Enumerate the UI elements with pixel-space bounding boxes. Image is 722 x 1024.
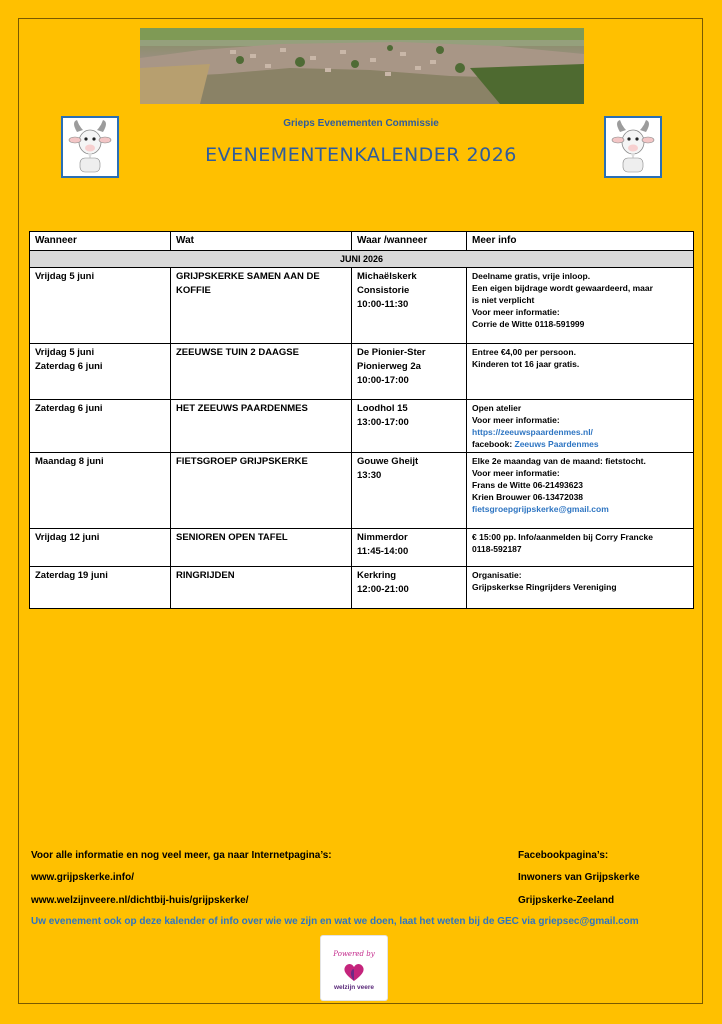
- event-time: 10:00-17:00: [357, 375, 409, 386]
- event-location: Kerkring: [357, 570, 397, 581]
- info-line: Entree €4,00 per persoon.: [472, 347, 576, 357]
- table-row: [30, 400, 694, 453]
- event-when: [30, 529, 171, 567]
- info-line: Een eigen bijdrage wordt gewaardeerd, maar: [472, 283, 653, 293]
- event-info: [467, 400, 694, 453]
- facebook-title: Facebookpagina’s:: [518, 850, 609, 861]
- month-row: [30, 251, 694, 268]
- table-row: [30, 453, 694, 529]
- event-date: Zaterdag 6 juni: [35, 361, 103, 372]
- table-header-row: [30, 232, 694, 251]
- facebook-label: facebook:: [472, 439, 515, 449]
- info-line: Voor meer informatie:: [472, 415, 560, 425]
- info-line: Deelname gratis, vrije inloop.: [472, 271, 591, 281]
- event-info: [467, 567, 694, 609]
- event-info: [467, 453, 694, 529]
- event-location: Gouwe Gheijt: [357, 456, 419, 467]
- info-intro: Voor alle informatie en nog veel meer, ga naar Internetpagina’s:: [31, 850, 332, 861]
- facebook-page-inwoners[interactable]: Inwoners van Grijpskerke: [518, 872, 640, 883]
- month-label: JUNI 2026: [30, 251, 694, 268]
- event-location: Nimmerdor: [357, 532, 408, 543]
- event-where: [352, 453, 467, 529]
- event-when: [30, 268, 171, 344]
- heart-logo-icon: [343, 962, 365, 982]
- column-header-what: Wat: [171, 232, 352, 251]
- info-line: Krien Brouwer 06-13472038: [472, 492, 584, 502]
- event-when: [30, 400, 171, 453]
- table-row: [30, 529, 694, 567]
- organization-name: Grieps Evenementen Commissie: [283, 118, 439, 129]
- info-line: Organisatie:: [472, 570, 522, 580]
- info-line: Elke 2e maandag van de maand: fietstocht.: [472, 456, 646, 466]
- column-header-info: Meer info: [467, 232, 694, 251]
- info-line: 0118-592187: [472, 544, 522, 554]
- event-what: GRIJPSKERKE SAMEN AAN DE KOFFIE: [171, 268, 352, 344]
- info-line: € 15:00 pp. Info/aanmelden bij Corry Francke: [472, 532, 653, 542]
- info-line: is niet verplicht: [472, 295, 535, 305]
- event-location: Pionierweg 2a: [357, 361, 421, 372]
- powered-by-text: Powered by: [333, 950, 375, 958]
- event-info: [467, 268, 694, 344]
- event-location: De Pionier-Ster: [357, 347, 426, 358]
- event-time: 12:00-21:00: [357, 584, 409, 595]
- website-link-welzijnveere[interactable]: www.welzijnveere.nl/dichtbij-huis/grijpskerke/: [31, 895, 249, 906]
- info-line: Frans de Witte 06-21493623: [472, 480, 583, 490]
- info-line: Grijpskerkse Ringrijders Vereniging: [472, 582, 617, 592]
- event-date: Vrijdag 5 juni: [35, 347, 95, 358]
- event-time: 13:00-17:00: [357, 417, 409, 428]
- event-date: Zaterdag 6 juni: [35, 403, 103, 414]
- info-line: Corrie de Witte 0118-591999: [472, 319, 585, 329]
- event-date: Vrijdag 5 juni: [35, 271, 95, 282]
- page-title: EVENEMENTENKALENDER 2026: [205, 144, 517, 166]
- village-aerial-photo: [140, 28, 584, 104]
- event-what: HET ZEEUWS PAARDENMES: [171, 400, 352, 453]
- info-line: Voor meer informatie:: [472, 307, 560, 317]
- event-time: 10:00-11:30: [357, 299, 409, 310]
- event-where: [352, 268, 467, 344]
- event-info: [467, 529, 694, 567]
- event-when: [30, 344, 171, 400]
- column-header-when: Wanneer: [30, 232, 171, 251]
- info-line: Open atelier: [472, 403, 522, 413]
- event-where: [352, 529, 467, 567]
- event-what: FIETSGROEP GRIJPSKERKE: [171, 453, 352, 529]
- event-location: Michaëlskerk: [357, 271, 417, 282]
- event-when: [30, 567, 171, 609]
- event-date: Maandag 8 juni: [35, 456, 104, 467]
- table-row: [30, 567, 694, 609]
- column-header-where: Waar /wanneer: [352, 232, 467, 251]
- event-when: [30, 453, 171, 529]
- event-time: 13:30: [357, 470, 382, 481]
- event-time: 11:45-14:00: [357, 546, 409, 557]
- event-where: [352, 400, 467, 453]
- welzijn-veere-logo-text: welzijn veere: [333, 984, 375, 991]
- website-link[interactable]: https://zeeuwspaardenmes.nl/: [472, 427, 593, 437]
- facebook-link[interactable]: Zeeuws Paardenmes: [514, 439, 599, 449]
- welzijn-veere-badge: [321, 936, 387, 1000]
- table-row: [30, 268, 694, 344]
- event-where: [352, 567, 467, 609]
- table-row: [30, 344, 694, 400]
- event-what: RINGRIJDEN: [171, 567, 352, 609]
- info-line: Voor meer informatie:: [472, 468, 560, 478]
- event-date: Zaterdag 19 juni: [35, 570, 108, 581]
- website-link-grijpskerke[interactable]: www.grijpskerke.info/: [31, 872, 134, 883]
- event-date: Vrijdag 12 juni: [35, 532, 100, 543]
- email-link[interactable]: fietsgroepgrijpskerke@gmail.com: [472, 504, 609, 514]
- contact-note: Uw evenement ook op deze kalender of info over wie we zijn en wat we doen, laat het weten bij de GEC via griepsec@gmail.com: [31, 916, 639, 927]
- facebook-page-zeeland[interactable]: Grijpskerke-Zeeland: [518, 895, 615, 906]
- event-location: Loodhol 15: [357, 403, 408, 414]
- event-where: [352, 344, 467, 400]
- event-calendar-table: [29, 231, 694, 609]
- event-what: SENIOREN OPEN TAFEL: [171, 529, 352, 567]
- info-line: Kinderen tot 16 jaar gratis.: [472, 359, 580, 369]
- event-location: Consistorie: [357, 285, 410, 296]
- event-what: ZEEUWSE TUIN 2 DAAGSE: [171, 344, 352, 400]
- event-info: [467, 344, 694, 400]
